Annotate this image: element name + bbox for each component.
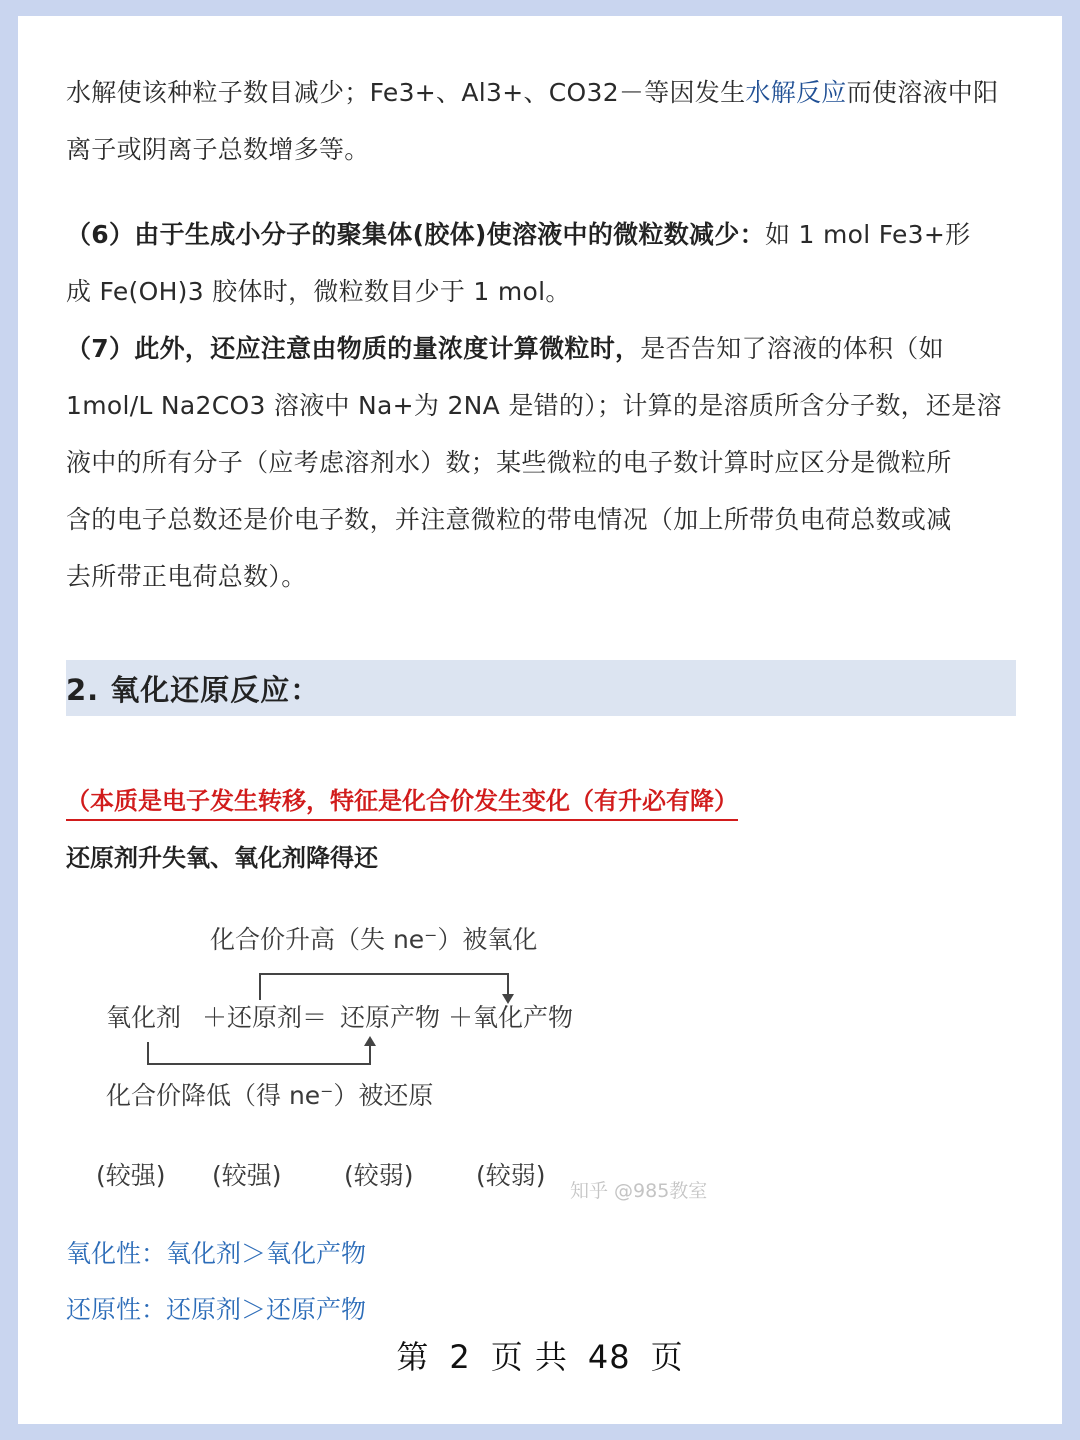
hydrolysis-link[interactable]: 水解反应 xyxy=(745,78,847,107)
text-line: 去所带正电荷总数）。 xyxy=(66,562,307,591)
essence-note: （本质是电子发生转移，特征是化合价发生变化（有升必有降） xyxy=(66,783,738,821)
text-line: 1mol/L Na2CO3 溶液中 Na+为 2NA 是错的）；计算的是溶质所含分子数，还是溶 xyxy=(66,391,1002,420)
text-line xyxy=(66,206,1016,263)
text-line: 含的电子总数还是价电子数，并注意微粒的带电情况（加上所带负电荷总数或减 xyxy=(66,505,952,534)
strength-reduced-product: (较弱) xyxy=(344,1161,414,1190)
diagram-bottom-label: 化合价降低（得 ne⁻）被还原 xyxy=(106,1081,434,1110)
diagram-arrows xyxy=(78,896,778,1216)
text-line: 成 Fe(OH)3 胶体时，微粒数目少于 1 mol。 xyxy=(66,277,571,306)
footer-suffix: 页 xyxy=(650,1338,684,1376)
page-footer xyxy=(18,1332,1062,1378)
reducing-comparison: 还原性：还原剂＞还原产物 xyxy=(66,1295,367,1324)
oxidized-product-label: ＋氧化产物 xyxy=(448,1003,574,1032)
watermark: 知乎 @985教室 xyxy=(570,1180,708,1202)
reductant-label: ＋还原剂＝ xyxy=(202,1003,328,1032)
text-run: 而使溶液中阳 xyxy=(846,78,999,107)
strength-oxidant: (较强) xyxy=(96,1161,166,1190)
text-line xyxy=(66,320,1016,377)
text-line xyxy=(66,64,1016,121)
oxidizing-comparison: 氧化性：氧化剂＞氧化产物 xyxy=(66,1239,367,1268)
oxidation-bracket xyxy=(260,974,508,1000)
redox-diagram xyxy=(78,896,778,1216)
document-page xyxy=(18,16,1062,1424)
paragraph-hydrolysis xyxy=(66,64,1016,178)
text-run: 如 1 mol Fe3+形 xyxy=(764,220,971,249)
up-arrowhead xyxy=(364,1036,376,1046)
total-pages: 48 xyxy=(587,1338,631,1376)
oxidant-label: 氧化剂 xyxy=(106,1003,182,1032)
reduction-bracket xyxy=(148,1042,370,1064)
text-run: 是否告知了溶液的体积（如 xyxy=(640,334,944,363)
reduced-product-label: 还原产物 xyxy=(340,1003,441,1032)
text-line: 液中的所有分子（应考虑溶剂水）数；某些微粒的电子数计算时应区分是微粒所 xyxy=(66,448,952,477)
text-line: 离子或阴离子总数增多等。 xyxy=(66,135,370,164)
page-number: 2 xyxy=(449,1338,471,1376)
point-7-heading: （7）此外，还应注意由物质的量浓度计算微粒时， xyxy=(66,334,641,363)
strength-oxidized-product: (较弱) xyxy=(476,1161,546,1190)
text-run: 水解使该种粒子数目减少；Fe3+、Al3+、CO32－等因发生 xyxy=(66,78,746,107)
footer-prefix: 第 xyxy=(396,1338,430,1376)
point-6-heading: （6）由于生成小分子的聚集体(胶体)使溶液中的微粒数减少： xyxy=(66,220,765,249)
paragraph-7 xyxy=(66,320,1016,605)
section-title: 2. 氧化还原反应： xyxy=(66,673,321,707)
mnemonic: 还原剂升失氧、氧化剂降得还 xyxy=(66,844,378,872)
paragraph-6 xyxy=(66,206,1016,320)
footer-mid: 页 共 xyxy=(490,1338,568,1376)
diagram-top-label: 化合价升高（失 ne⁻）被氧化 xyxy=(210,925,538,954)
strength-reductant: (较强) xyxy=(212,1161,282,1190)
